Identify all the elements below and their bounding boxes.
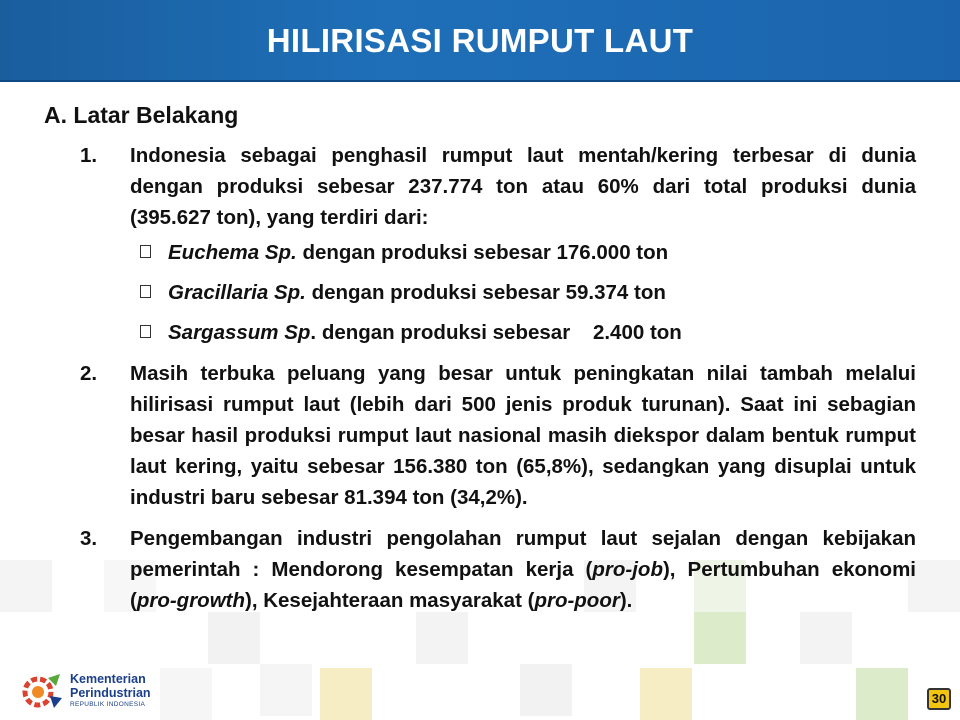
species-name: Euchema Sp. — [168, 241, 297, 264]
logo-line-3: REPUBLIK INDONESIA — [70, 701, 146, 708]
slide-title: HILIRISASI RUMPUT LAUT — [266, 22, 694, 59]
species-production: . dengan produksi sebesar 2.400 ton — [310, 321, 682, 344]
logo-line-2: Perindustrian — [70, 686, 151, 700]
square-bullet-icon — [140, 245, 151, 258]
numbered-list — [78, 140, 916, 626]
list-number: 2. — [80, 362, 98, 385]
species-item-euchema — [130, 237, 916, 268]
term-pro-growth: pro-growth — [136, 589, 245, 612]
term-pro-job: pro-job — [592, 558, 663, 581]
section-heading: A. Latar Belakang — [44, 102, 239, 128]
list-number: 1. — [80, 144, 98, 167]
title-banner — [0, 0, 960, 82]
species-production: dengan produksi sebesar 59.374 ton — [305, 281, 666, 304]
square-bullet-icon — [140, 285, 151, 298]
list-item-text: Indonesia sebagai penghasil rumput laut mentah/kering terbesar di dunia dengan produksi sebesar 237.774 ton atau 60% dari total produksi dunia (395.627 ton), yang terdiri dari: — [130, 144, 916, 229]
species-item-sargassum — [130, 317, 916, 348]
list-item-text: Masih terbuka peluang yang besar untuk peningkatan nilai tambah melalui hilirisasi rumput laut (lebih dari 500 jenis produk turunan). Saat ini sebagian besar hasil produksi rumput laut nasional masih diekspor dalam bentuk rumput laut kering, yaitu sebesar 156.380 ton (65,8%), sedangkan yang disuplai untuk industri baru sebesar 81.394 ton (34,2%). — [130, 362, 916, 509]
species-item-gracillaria — [130, 277, 916, 308]
square-bullet-icon — [140, 325, 151, 338]
list-item-3 — [78, 523, 916, 616]
text-part: ), Kesejahteraan masyarakat ( — [245, 589, 535, 612]
logo-line-1: Kementerian — [70, 672, 146, 686]
species-name: Gracillaria Sp. — [168, 281, 306, 304]
page-number-badge: 30 — [927, 688, 951, 710]
text-part: Pengembangan industri pengolahan rumput laut sejalan dengan kebijakan pemerintah : Mendorong kesempatan kerja ( — [130, 527, 916, 581]
text-part: ), Pertumbuhan ekonomi ( — [130, 558, 916, 612]
species-name: Sargassum Sp — [168, 321, 311, 344]
kemenperin-logo-icon — [22, 668, 66, 712]
term-pro-poor: pro-poor — [534, 589, 620, 612]
species-list — [130, 237, 916, 348]
species-production: dengan produksi sebesar 176.000 ton — [296, 241, 669, 264]
list-item-2 — [78, 358, 916, 513]
list-item-1 — [78, 140, 916, 348]
ministry-logo — [22, 668, 162, 714]
text-part: ). — [619, 589, 633, 612]
list-number: 3. — [80, 527, 98, 550]
